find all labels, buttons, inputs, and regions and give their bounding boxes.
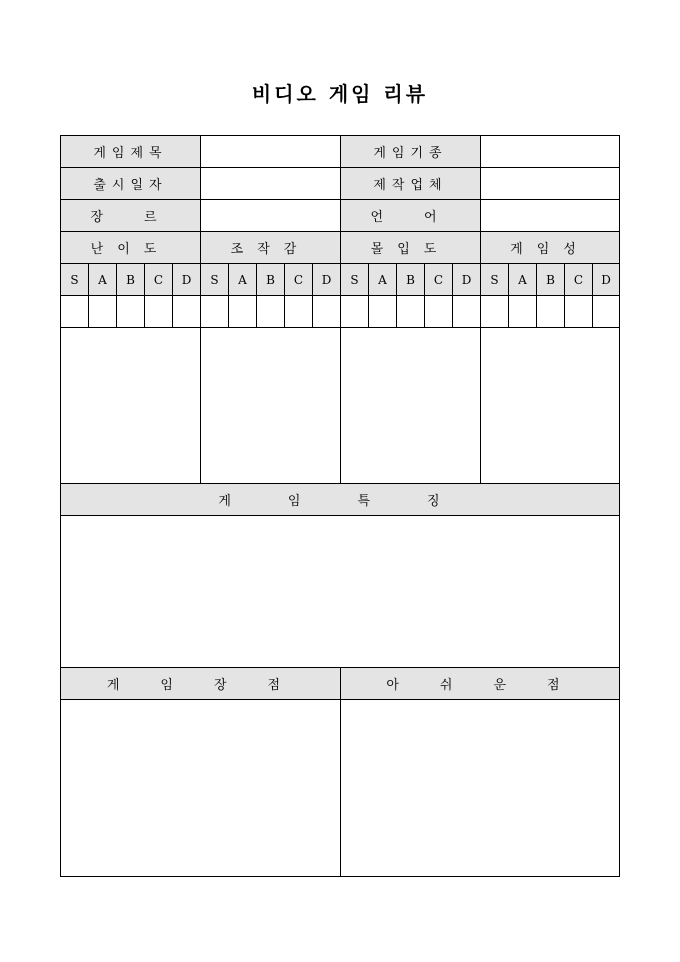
grade-letter: D	[593, 264, 619, 295]
field-game-platform[interactable]	[481, 136, 619, 167]
grade-letter: C	[145, 264, 173, 295]
grade-check-row	[61, 296, 619, 328]
info-row-2	[61, 168, 619, 200]
features-label: 게 임 특 징	[61, 484, 619, 515]
label-game-title: 게임제목	[61, 136, 201, 167]
grade-letter: C	[565, 264, 593, 295]
grade-checkbox[interactable]	[145, 296, 173, 327]
field-developer[interactable]	[481, 168, 619, 199]
page-title: 비디오 게임 리뷰	[251, 82, 429, 106]
immersion-comment-area[interactable]	[341, 328, 481, 483]
grade-checkbox[interactable]	[481, 296, 509, 327]
grade-letter: B	[397, 264, 425, 295]
rating-header-immersion: 몰입도	[341, 232, 481, 263]
grade-letter: B	[257, 264, 285, 295]
grade-checkbox[interactable]	[425, 296, 453, 327]
grade-letter: A	[89, 264, 117, 295]
pros-cons-body-row	[61, 700, 619, 876]
rating-header-gameplay: 게임성	[481, 232, 619, 263]
grade-checkbox[interactable]	[341, 296, 369, 327]
cons-text-area[interactable]	[341, 700, 619, 876]
field-release-date[interactable]	[201, 168, 341, 199]
grade-checkbox[interactable]	[369, 296, 397, 327]
field-game-title[interactable]	[201, 136, 341, 167]
review-form	[60, 135, 620, 877]
grade-checkbox[interactable]	[509, 296, 537, 327]
label-language: 언 어	[341, 200, 481, 231]
grade-checkbox[interactable]	[397, 296, 425, 327]
rating-header-difficulty: 난이도	[61, 232, 201, 263]
grade-letter: D	[453, 264, 481, 295]
grade-checkbox[interactable]	[313, 296, 341, 327]
grade-checkbox[interactable]	[229, 296, 257, 327]
cons-label: 아 쉬 운 점	[341, 668, 619, 699]
field-language[interactable]	[481, 200, 619, 231]
grade-letter: B	[117, 264, 145, 295]
field-genre[interactable]	[201, 200, 341, 231]
grade-letter: D	[313, 264, 341, 295]
grade-letter: A	[369, 264, 397, 295]
pros-cons-header-row	[61, 668, 619, 700]
features-header-row	[61, 484, 619, 516]
pros-text-area[interactable]	[61, 700, 341, 876]
label-game-platform: 게임기종	[341, 136, 481, 167]
controls-comment-area[interactable]	[201, 328, 341, 483]
grade-letter: C	[425, 264, 453, 295]
grade-letter: C	[285, 264, 313, 295]
grade-letter: A	[229, 264, 257, 295]
grade-checkbox[interactable]	[89, 296, 117, 327]
grade-letter-row	[61, 264, 619, 296]
grade-checkbox[interactable]	[173, 296, 201, 327]
rating-comment-row	[61, 328, 619, 484]
gameplay-comment-area[interactable]	[481, 328, 619, 483]
rating-header-row	[61, 232, 619, 264]
grade-checkbox[interactable]	[257, 296, 285, 327]
features-text-area[interactable]	[61, 516, 619, 667]
info-row-1	[61, 136, 619, 168]
grade-letter: B	[537, 264, 565, 295]
difficulty-comment-area[interactable]	[61, 328, 201, 483]
grade-checkbox[interactable]	[201, 296, 229, 327]
grade-letter: D	[173, 264, 201, 295]
features-body-row	[61, 516, 619, 668]
label-developer: 제작업체	[341, 168, 481, 199]
grade-checkbox[interactable]	[565, 296, 593, 327]
info-row-3	[61, 200, 619, 232]
grade-checkbox[interactable]	[537, 296, 565, 327]
pros-label: 게 임 장 점	[61, 668, 341, 699]
grade-letter: S	[481, 264, 509, 295]
grade-letter: A	[509, 264, 537, 295]
label-genre: 장 르	[61, 200, 201, 231]
grade-letter: S	[201, 264, 229, 295]
grade-checkbox[interactable]	[117, 296, 145, 327]
grade-letter: S	[341, 264, 369, 295]
label-release-date: 출시일자	[61, 168, 201, 199]
grade-checkbox[interactable]	[593, 296, 619, 327]
grade-checkbox[interactable]	[61, 296, 89, 327]
grade-checkbox[interactable]	[285, 296, 313, 327]
rating-header-controls: 조작감	[201, 232, 341, 263]
grade-checkbox[interactable]	[453, 296, 481, 327]
grade-letter: S	[61, 264, 89, 295]
